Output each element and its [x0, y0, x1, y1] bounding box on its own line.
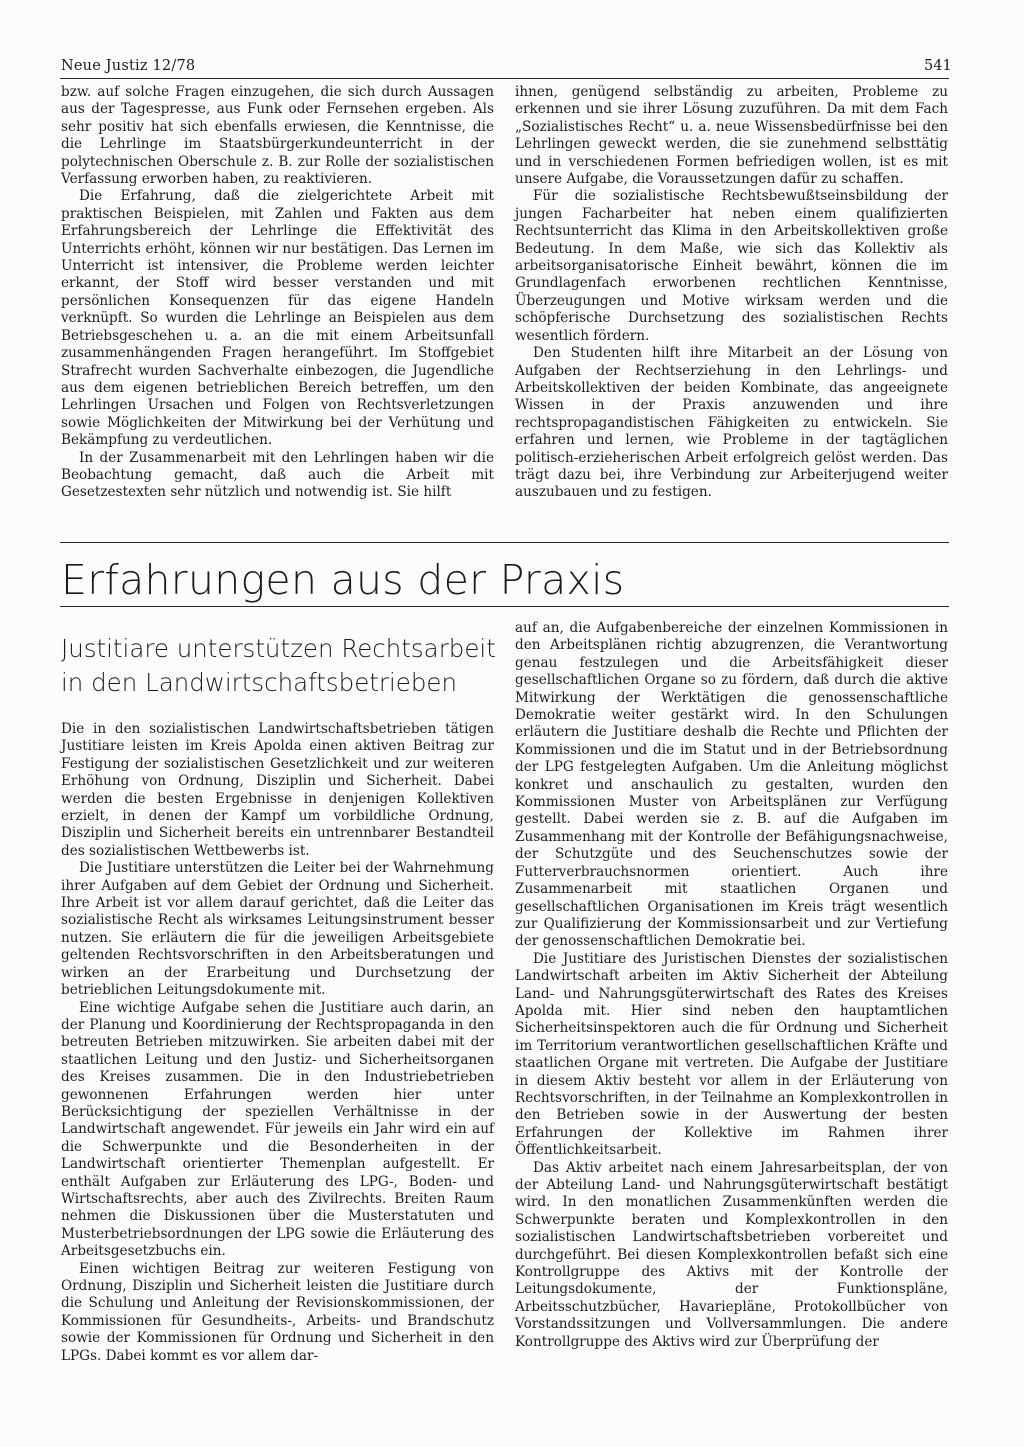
paragraph: Eine wichtige Aufgabe sehen die Justitiare auch darin, an der Planung und Koordinierung der Rechtspropaganda in den betreuten Betrieben mitzuwirken. Sie arbeiten dabei mit der staatlichen Leitung und den Justiz- und Sicherheitsorganen des Kreises zusammen. Die in den Industriebetrieben gewonnenen Erfahrungen werden hier unter Berücksichtigung der speziellen Verhältnisse in der Landwirtschaft angewendet. Für jeweils ein Jahr wird ein auf die Schwerpunkte und die Besonderheiten in der Landwirtschaft orientierter Themenplan aufgestellt. Er enthält Aufgaben zur Erläuterung des LPG-, Boden- und Wirtschaftsrechts, aber auch des Zivilrechts. Breiten Raum nehmen die Diskussionen über die Musterstatuten und Musterbetriebsordnungen der LPG sowie die Erläuterung des Arbeitsgesetzbuchs ein.	[61, 999, 494, 1260]
section-title: Erfahrungen aus der Praxis	[61, 556, 625, 604]
paragraph: ihnen, genügend selbständig zu arbeiten, Probleme zu erkennen und sie ihrer Lösung zuzuführen. Da mit dem Fach „Sozialistisches Recht“ u. a. neue Wissensbedürfnisse bei den Lehrlingen geweckt werden, die sie zunehmend selbsttätig und in verschiedenen Formen befriedigen wollen, ist es mit unsere Aufgabe, die Voraussetzungen dafür zu schaffen.	[515, 84, 948, 188]
paragraph: auf an, die Aufgabenbereiche der einzelnen Kommissionen in den Arbeitsplänen richtig abzugrenzen, die Verantwortung genau festzulegen und die Arbeitsfähigkeit dieser gesellschaftlichen Organe so zu fördern, daß durch die aktive Mitwirkung der Werktätigen die genossenschaftliche Demokratie weiter gestärkt wird. In den Schulungen erläutern die Justitiare deshalb die Rechte und Pflichten der Kommissionen und die im Statut und in der Betriebsordnung der LPG festgelegten Aufgaben. Um die Anleitung möglichst konkret und anschaulich zu gestalten, wurden den Kommissionen Muster von Arbeitsplänen zur Verfügung gestellt. Dabei werden sie z. B. auf die Aufgaben im Zusammenhang mit der Kontrolle der Befähigungsnachweise, der Schutzgüte und des Seuchenschutzes sowie der Futterverbrauchsnormen orientiert. Auch ihre Zusammenarbeit mit staatlichen Organen und gesellschaftlichen Organisationen im Kreis trägt wesentlich zur Qualifizierung der Kommissionsarbeit und zur Vertiefung der genossenschaftlichen Demokratie bei.	[515, 620, 948, 950]
bottom-left-column	[61, 721, 494, 1365]
paragraph: Den Studenten hilft ihre Mitarbeit an der Lösung von Aufgaben der Rechtserziehung in den Lehrlings- und Arbeitskollektiven der beiden Kombinate, das angeeignete Wissen in der Praxis anzuwenden und ihre rechtspropagandistischen Fähigkeiten zu entwickeln. Sie erfahren und lernen, wie Probleme in der tagtäglichen politisch-erzieherischen Arbeit erfolgreich gelöst werden. Das trägt dazu bei, ihre Verbindung zur Arbeiterjugend weiter auszubauen und zu festigen.	[515, 345, 948, 501]
paragraph: Die Justitiare unterstützen die Leiter bei der Wahrnehmung ihrer Aufgaben auf dem Gebiet der Ordnung und Sicherheit. Ihre Arbeit ist vor allem darauf gerichtet, daß die Leiter das sozialistische Recht als wirksames Leitungsinstrument besser nutzen. Sie erläutern die für die jeweiligen Arbeitsgebiete geltenden Rechtsvorschriften in den Arbeitsberatungen und wirken an der Erarbeitung und Durchsetzung der betrieblichen Leitungsdokumente mit.	[61, 860, 494, 999]
bottom-right-column	[515, 620, 948, 1351]
paragraph: Die Erfahrung, daß die zielgerichtete Arbeit mit praktischen Beispielen, mit Zahlen und Fakten aus dem Erfahrungsbereich der Lehrlinge die Effektivität des Unterrichts erhöht, können wir nur bestätigen. Das Lernen im Unterricht ist intensiver, die Probleme werden leichter erkannt, der Stoff wird besser verstanden und mit persönlichen Konsequenzen für das eigene Handeln verknüpft. So wurden die Lehrlinge an Beispielen aus dem Betriebsgeschehen u. a. an die mit einem Arbeitsunfall zusammenhängenden Fragen herangeführt. Im Stoffgebiet Strafrecht wurden Sachverhalte einbezogen, die Jugendliche aus dem eigenen betrieblichen Bereich betreffen, um den Lehrlingen Ursachen und Folgen von Rechtsverletzungen sowie Möglichkeiten der Mitwirkung bei der Verhütung und Bekämpfung zu verdeutlichen.	[61, 188, 494, 449]
paragraph: Für die sozialistische Rechtsbewußtseinsbildung der jungen Facharbeiter hat neben einem qualifizierten Rechtsunterricht das Klima in den Arbeitskollektiven große Bedeutung. In dem Maße, wie sich das Kollektiv als arbeitsorganisatorische Einheit bewährt, können die im Grundlagenfach erworbenen rechtlichen Kenntnisse, Überzeugungen und Motive wirksam werden und die schöpferische Durchsetzung des sozialistischen Rechts wesentlich fördern.	[515, 188, 948, 344]
top-right-column	[515, 84, 948, 502]
section-divider-top	[60, 542, 949, 543]
paragraph: Die Justitiare des Juristischen Dienstes der sozialistischen Landwirtschaft arbeiten im Aktiv Sicherheit der Abteilung Land- und Nahrungsgüterwirtschaft des Rates des Kreises Apolda mit. Hier sind neben den hauptamtlichen Sicherheitsinspektoren auch die für Ordnung und Sicherheit im Territorium verantwortlichen gesellschaftlichen Kräfte und staatlichen Organe mit vertreten. Die Aufgabe der Justitiare in diesem Aktiv besteht vor allem in der Erläuterung von Rechtsvorschriften, in der Teilnahme an Komplexkontrollen in den Betrieben sowie in der Auswertung der besten Erfahrungen der Kollektive im Rahmen ihrer Öffentlichkeitsarbeit.	[515, 950, 948, 1159]
running-header-journal: Neue Justiz 12/78	[61, 58, 196, 74]
paragraph: Die in den sozialistischen Landwirtschaftsbetrieben tätigen Justitiare leisten im Kreis Apolda einen aktiven Beitrag zur Festigung der sozialistischen Gesetzlichkeit und zur weiteren Erhöhung von Ordnung, Disziplin und Sicherheit. Dabei werden die besten Ergebnisse in denjenigen Kollektiven erzielt, in denen der Kampf um vorbildliche Ordnung, Disziplin und Sicherheit bereits ein untrennbarer Bestandteil des sozialistischen Wettbewerbs ist.	[61, 721, 494, 859]
section-divider-bottom	[60, 606, 949, 607]
paragraph: bzw. auf solche Fragen einzugehen, die sich durch Aussagen aus der Tagespresse, aus Funk oder Fernsehen ergeben. Als sehr positiv hat sich ebenfalls erwiesen, die Kenntnisse, die die Lehrlinge im Staatsbürgerkundeunterricht in der polytechnischen Oberschule z. B. zur Rolle der sozialistischen Verfassung erworben haben, zu reaktivieren.	[61, 84, 494, 188]
page-number: 541	[924, 58, 952, 74]
paragraph: In der Zusammenarbeit mit den Lehrlingen haben wir die Beobachtung gemacht, daß auch die Arbeit mit Gesetzestexten sehr nützlich und notwendig ist. Sie hilft	[61, 449, 494, 501]
article-title: Justitiare unterstützen Rechtsarbeit in den Landwirtschaftsbetrieben	[61, 634, 496, 697]
paragraph: Einen wichtigen Beitrag zur weiteren Festigung von Ordnung, Disziplin und Sicherheit leisten die Justitiare durch die Schulung und Anleitung der Revisionskommissionen, der Kommissionen für Gesundheits-, Arbeits- und Brandschutz sowie der Kommissionen für Ordnung und Sicherheit in den LPGs. Dabei kommt es vor allem dar-	[61, 1260, 494, 1364]
top-left-column	[61, 84, 494, 502]
header-divider	[60, 78, 949, 79]
paragraph: Das Aktiv arbeitet nach einem Jahresarbeitsplan, der von der Abteilung Land- und Nahrungsgüterwirtschaft bestätigt wird. In den monatlichen Zusammenkünften werden die Schwerpunkte beraten und Komplexkontrollen in den sozialistischen Landwirtschaftsbetrieben vorbereitet und durchgeführt. Bei diesen Komplexkontrollen befaßt sich eine Kontrollgruppe des Aktivs mit der Kontrolle der Leitungsdokumente, der Funktionspläne, Arbeitsschutzbücher, Havariepläne, Protokollbücher von Vorstandssitzungen und Vollversammlungen. Die andere Kontrollgruppe des Aktivs wird zur Überprüfung der	[515, 1159, 948, 1350]
